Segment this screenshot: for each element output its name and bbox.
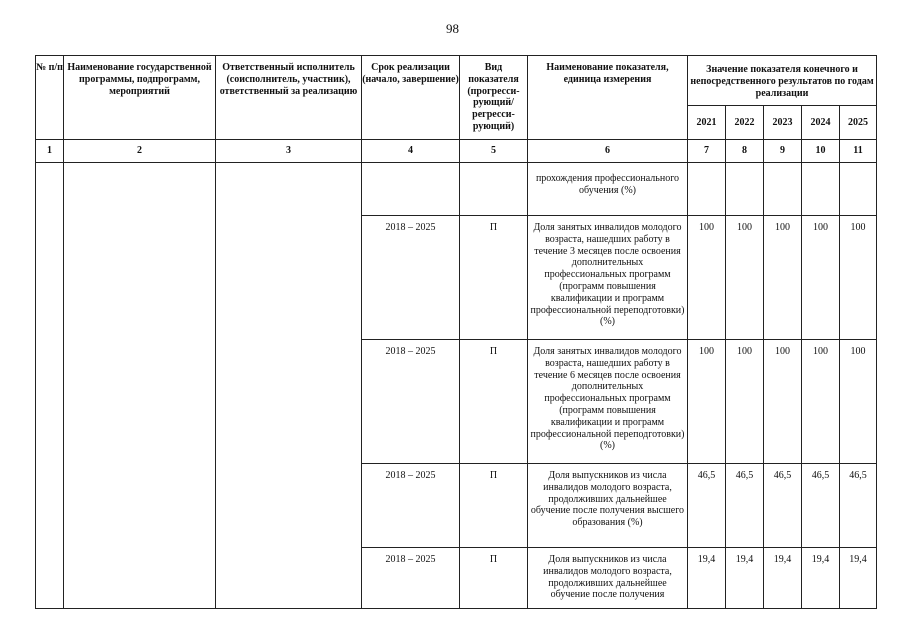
header-num: № п/п bbox=[36, 56, 64, 140]
cell-value-2021: 100 bbox=[688, 340, 726, 464]
cell-value-2025: 100 bbox=[840, 216, 877, 340]
column-number: 1 bbox=[36, 140, 64, 163]
cell-value-2025: 46,5 bbox=[840, 464, 877, 548]
cell-period: 2018 – 2025 bbox=[362, 340, 460, 464]
cell-value-2022 bbox=[726, 163, 764, 216]
cell-value-2024 bbox=[802, 163, 840, 216]
column-number: 11 bbox=[840, 140, 877, 163]
cell-indicator: Доля выпускников из числа инвалидов молодого возраста, продолживших дальнейшее обучение после получения высшего образования (%) bbox=[528, 464, 688, 548]
cell-value-2022: 100 bbox=[726, 340, 764, 464]
column-number: 10 bbox=[802, 140, 840, 163]
cell-type: П bbox=[460, 340, 528, 464]
header-year-2025: 2025 bbox=[840, 106, 877, 140]
cell-period: 2018 – 2025 bbox=[362, 464, 460, 548]
cell-value-2024: 100 bbox=[802, 340, 840, 464]
cell-value-2023: 19,4 bbox=[764, 548, 802, 609]
cell-type: П bbox=[460, 216, 528, 340]
cell-type: П bbox=[460, 464, 528, 548]
cell-value-2023: 100 bbox=[764, 340, 802, 464]
cell-type: П bbox=[460, 548, 528, 609]
column-number: 7 bbox=[688, 140, 726, 163]
cell-value-2021: 46,5 bbox=[688, 464, 726, 548]
cell-type bbox=[460, 163, 528, 216]
cell-value-2021 bbox=[688, 163, 726, 216]
cell-value-2022: 46,5 bbox=[726, 464, 764, 548]
cell-value-2025 bbox=[840, 163, 877, 216]
cell-value-2021: 19,4 bbox=[688, 548, 726, 609]
cell-value-2022: 100 bbox=[726, 216, 764, 340]
header-executor: Ответственный исполнитель (соисполнитель, участник), ответственный за реализацию bbox=[216, 56, 362, 140]
cell-indicator: прохождения профессионального обучения (%) bbox=[528, 163, 688, 216]
header-indicator-name: Наименование показателя, единица измерения bbox=[528, 56, 688, 140]
cell-indicator: Доля занятых инвалидов молодого возраста, нашедших работу в течение 3 месяцев после освоения дополнительных профессиональных программ (программ повышения квалификации и программ профессиональной переподготовки) (%) bbox=[528, 216, 688, 340]
cell-program-empty bbox=[64, 163, 216, 609]
header-values-caption: Значение показателя конечного и непосредственного результатов по годам реализации bbox=[688, 56, 877, 106]
column-number: 9 bbox=[764, 140, 802, 163]
column-number: 6 bbox=[528, 140, 688, 163]
page-number: 98 bbox=[446, 21, 459, 36]
cell-period bbox=[362, 163, 460, 216]
header-year-2024: 2024 bbox=[802, 106, 840, 140]
cell-num-empty bbox=[36, 163, 64, 609]
cell-value-2024: 46,5 bbox=[802, 464, 840, 548]
header-year-2022: 2022 bbox=[726, 106, 764, 140]
header-program: Наименование государственной программы, подпрограмм, мероприятий bbox=[64, 56, 216, 140]
column-number: 3 bbox=[216, 140, 362, 163]
cell-value-2025: 19,4 bbox=[840, 548, 877, 609]
indicators-table bbox=[35, 55, 877, 609]
column-number: 2 bbox=[64, 140, 216, 163]
cell-indicator: Доля занятых инвалидов молодого возраста, нашедших работу в течение 6 месяцев после освоения дополнительных профессиональных программ (программ повышения квалификации и программ профессиональной переподготовки) (%) bbox=[528, 340, 688, 464]
cell-value-2025: 100 bbox=[840, 340, 877, 464]
cell-period: 2018 – 2025 bbox=[362, 548, 460, 609]
cell-value-2023: 46,5 bbox=[764, 464, 802, 548]
cell-value-2024: 100 bbox=[802, 216, 840, 340]
header-year-2023: 2023 bbox=[764, 106, 802, 140]
cell-period: 2018 – 2025 bbox=[362, 216, 460, 340]
column-number: 8 bbox=[726, 140, 764, 163]
header-year-2021: 2021 bbox=[688, 106, 726, 140]
column-number: 5 bbox=[460, 140, 528, 163]
cell-value-2023: 100 bbox=[764, 216, 802, 340]
cell-value-2021: 100 bbox=[688, 216, 726, 340]
cell-value-2024: 19,4 bbox=[802, 548, 840, 609]
table-row bbox=[36, 163, 877, 216]
cell-value-2022: 19,4 bbox=[726, 548, 764, 609]
header-indicator-type: Вид показателя (прогресси-рующий/ регресси-рующий) bbox=[460, 56, 528, 140]
header-period: Срок реализации (начало, завершение) bbox=[362, 56, 460, 140]
cell-value-2023 bbox=[764, 163, 802, 216]
cell-executor-empty bbox=[216, 163, 362, 609]
cell-indicator: Доля выпускников из числа инвалидов молодого возраста, продолживших дальнейшее обучение после получения bbox=[528, 548, 688, 609]
column-number: 4 bbox=[362, 140, 460, 163]
